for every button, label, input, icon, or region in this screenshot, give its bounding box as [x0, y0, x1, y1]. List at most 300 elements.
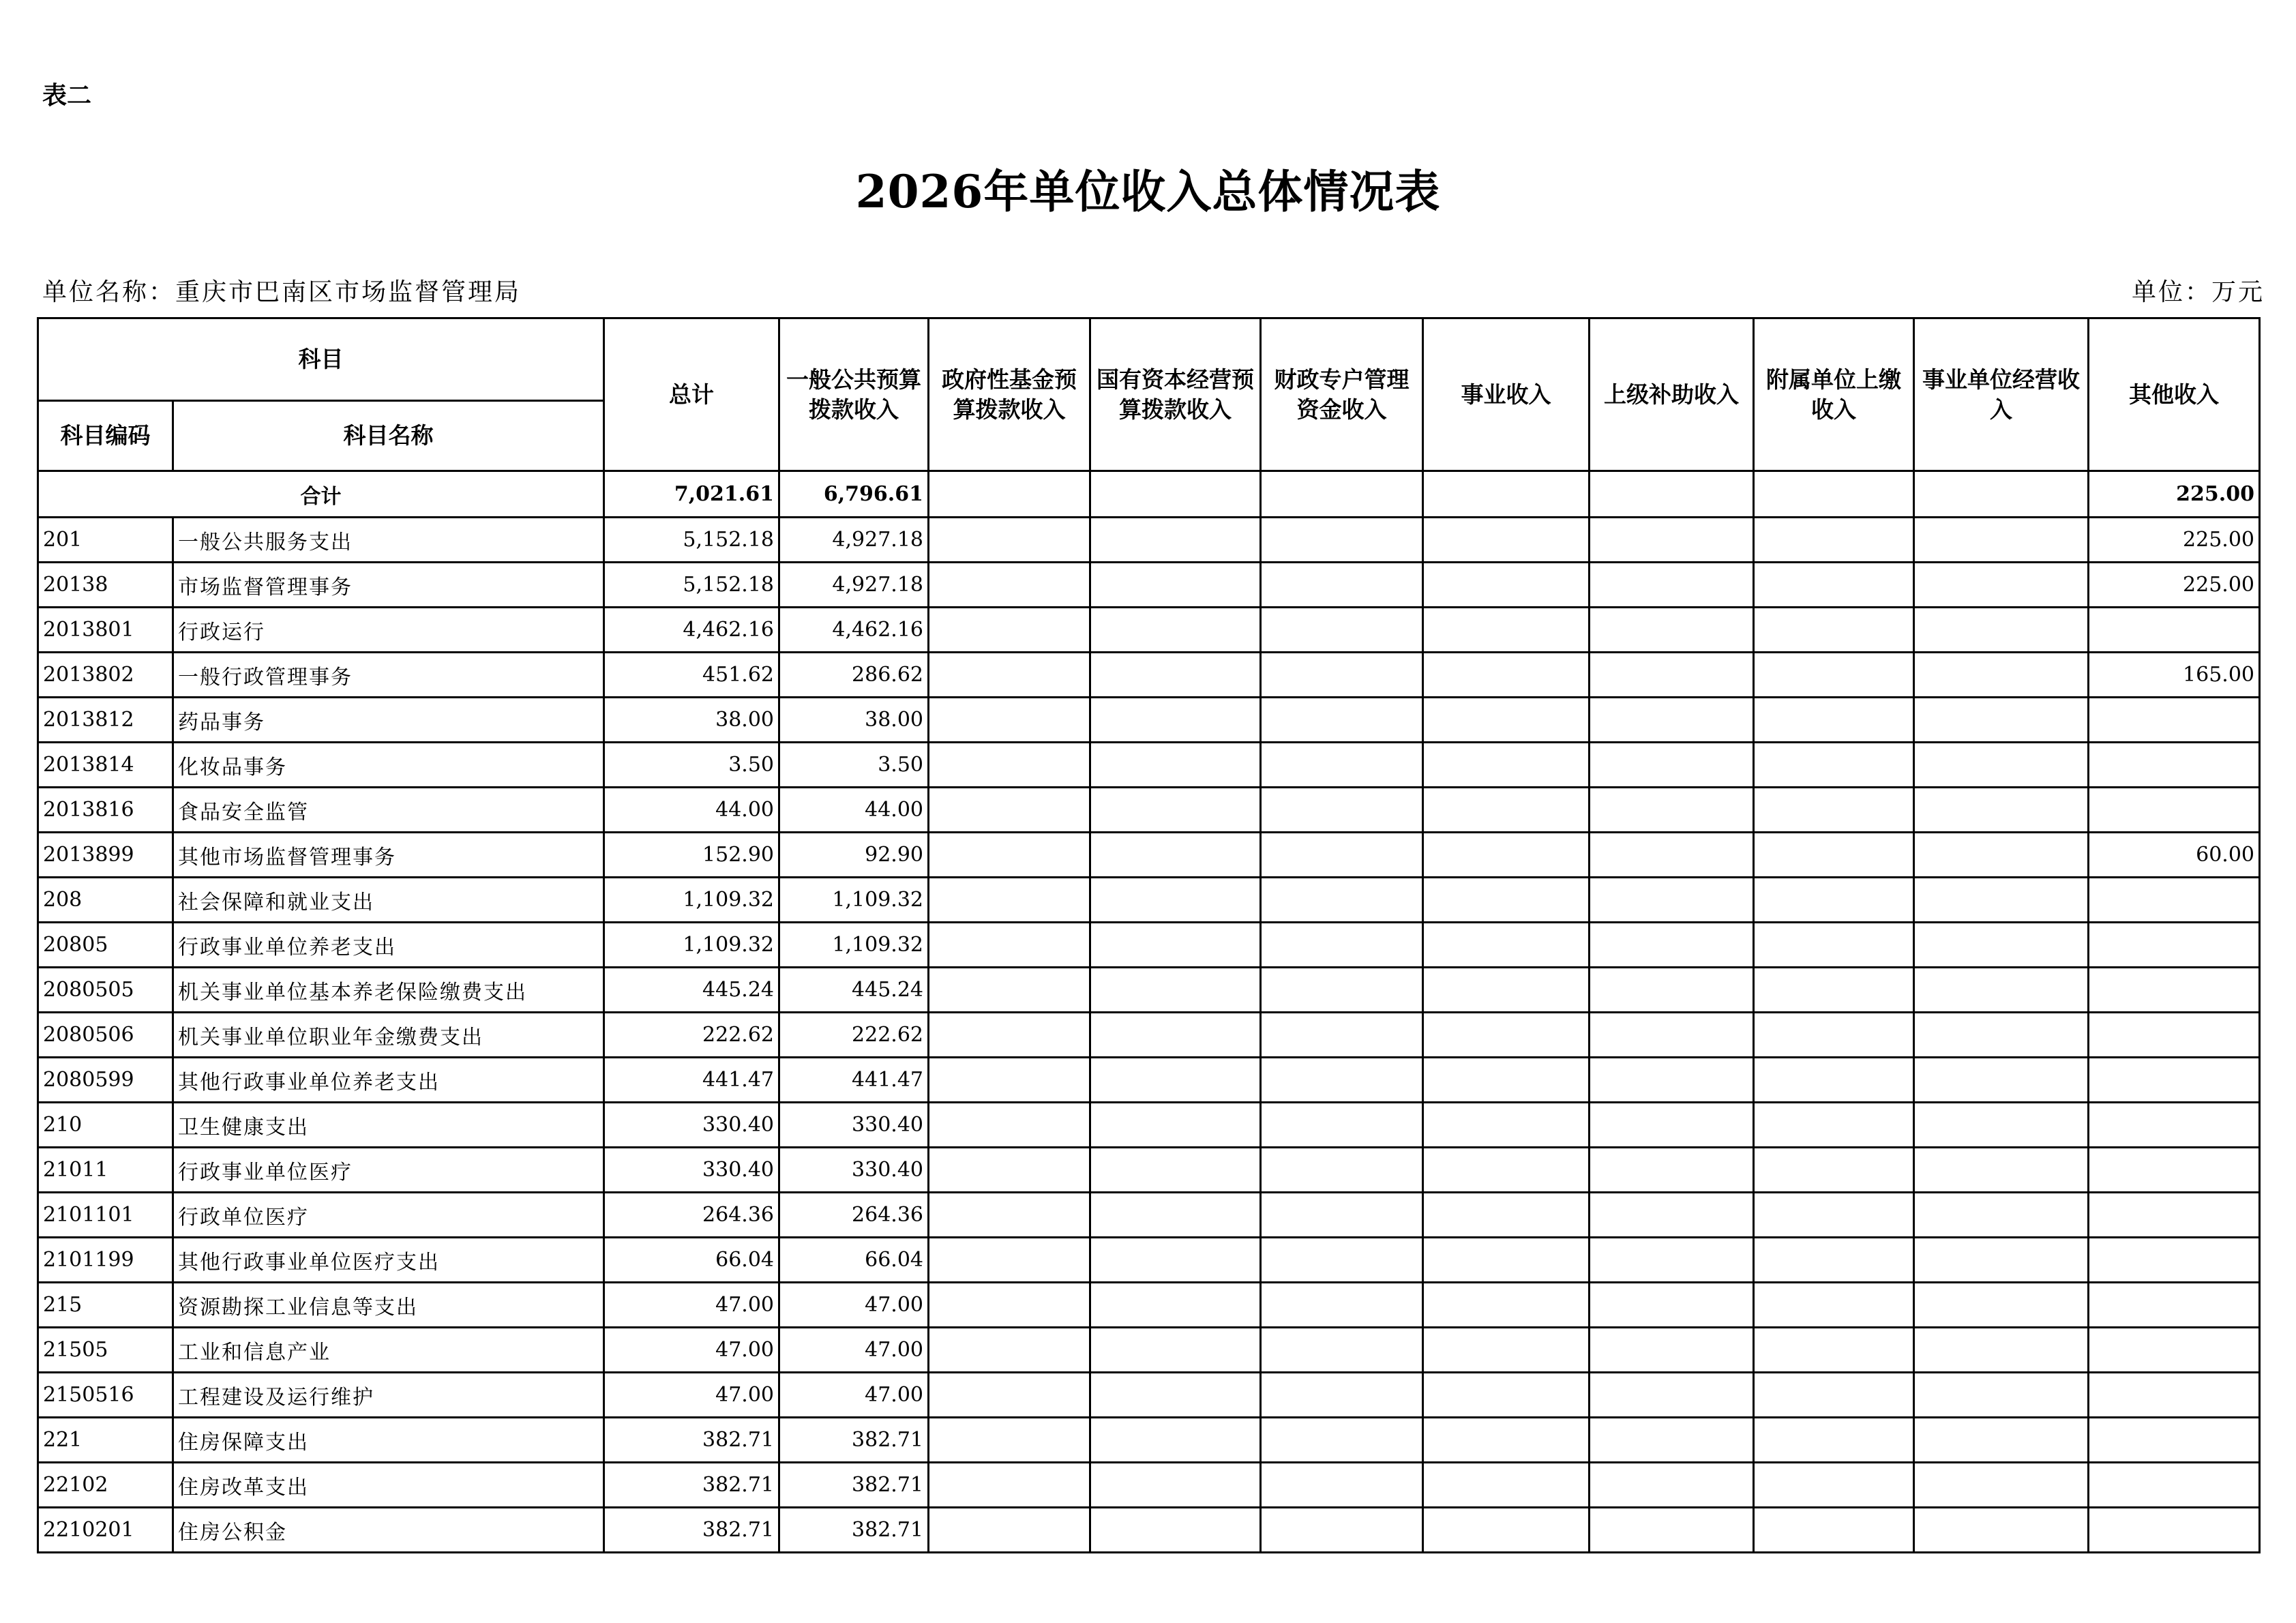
empty-cell [1090, 833, 1261, 878]
subject-name-cell: 资源勘探工业信息等支出 [173, 1283, 604, 1328]
empty-cell [1261, 563, 1423, 608]
empty-cell [1754, 743, 1914, 788]
empty-cell [1590, 1148, 1754, 1193]
general-budget-cell: 286.62 [779, 653, 929, 698]
empty-cell [1423, 1418, 1590, 1463]
empty-cell [1423, 1238, 1590, 1283]
empty-cell [929, 1373, 1090, 1418]
empty-cell [1090, 1508, 1261, 1553]
empty-cell [1261, 788, 1423, 833]
total-cell: 451.62 [604, 653, 779, 698]
empty-cell [1423, 1148, 1590, 1193]
empty-cell [1914, 471, 2089, 518]
empty-cell [1914, 1148, 2089, 1193]
subject-name-cell: 药品事务 [173, 698, 604, 743]
subject-code-cell: 2013816 [38, 788, 173, 833]
table-row [38, 1373, 2260, 1418]
subject-name-cell: 食品安全监管 [173, 788, 604, 833]
header-gov-fund: 政府性基金预算拨款收入 [929, 318, 1090, 471]
empty-cell [929, 518, 1090, 563]
empty-cell [1754, 1148, 1914, 1193]
empty-cell [929, 1418, 1090, 1463]
empty-cell [1261, 1283, 1423, 1328]
other-income-cell [2089, 1193, 2260, 1238]
empty-cell [1914, 1508, 2089, 1553]
other-income-cell [2089, 743, 2260, 788]
empty-cell [1423, 1058, 1590, 1103]
other-income-cell [2089, 1418, 2260, 1463]
empty-cell [1261, 471, 1423, 518]
empty-cell [1754, 608, 1914, 653]
subject-name-cell: 一般行政管理事务 [173, 653, 604, 698]
subject-name-cell: 化妆品事务 [173, 743, 604, 788]
empty-cell [1090, 1148, 1261, 1193]
empty-cell [1090, 471, 1261, 518]
empty-cell [929, 1058, 1090, 1103]
empty-cell [1590, 878, 1754, 923]
total-cell: 441.47 [604, 1058, 779, 1103]
empty-cell [1423, 1193, 1590, 1238]
empty-cell [1914, 923, 2089, 968]
empty-cell [1090, 1283, 1261, 1328]
empty-cell [1090, 878, 1261, 923]
total-cell: 4,462.16 [604, 608, 779, 653]
total-cell: 382.71 [604, 1418, 779, 1463]
empty-cell [1914, 1418, 2089, 1463]
other-income-cell [2089, 1373, 2260, 1418]
table-row [38, 608, 2260, 653]
empty-cell [929, 1328, 1090, 1373]
empty-cell [1090, 1193, 1261, 1238]
other-income-cell: 225.00 [2089, 563, 2260, 608]
table-row [38, 563, 2260, 608]
total-cell: 330.40 [604, 1148, 779, 1193]
total-cell: 5,152.18 [604, 563, 779, 608]
empty-cell [1090, 968, 1261, 1013]
empty-cell [1754, 1013, 1914, 1058]
other-income-cell [2089, 1238, 2260, 1283]
subject-code-cell: 2080506 [38, 1013, 173, 1058]
empty-cell [1090, 698, 1261, 743]
empty-cell [1914, 563, 2089, 608]
empty-cell [1590, 1508, 1754, 1553]
total-cell: 152.90 [604, 833, 779, 878]
subject-code-cell: 2013814 [38, 743, 173, 788]
subject-name-cell: 住房改革支出 [173, 1463, 604, 1508]
subject-name-cell: 住房公积金 [173, 1508, 604, 1553]
subject-code-cell: 2150516 [38, 1373, 173, 1418]
general-budget-cell: 4,462.16 [779, 608, 929, 653]
subject-code-cell: 2013899 [38, 833, 173, 878]
empty-cell [1754, 1238, 1914, 1283]
subject-name-cell: 其他行政事业单位医疗支出 [173, 1238, 604, 1283]
empty-cell [1090, 1328, 1261, 1373]
empty-cell [929, 1193, 1090, 1238]
empty-cell [1590, 1103, 1754, 1148]
subject-code-cell: 2101101 [38, 1193, 173, 1238]
other-income-cell: 60.00 [2089, 833, 2260, 878]
header-operating-income: 事业单位经营收入 [1914, 318, 2089, 471]
general-budget-cell: 222.62 [779, 1013, 929, 1058]
total-cell: 47.00 [604, 1328, 779, 1373]
table-row [38, 1283, 2260, 1328]
total-cell: 5,152.18 [604, 518, 779, 563]
other-income-cell [2089, 1058, 2260, 1103]
empty-cell [1914, 1103, 2089, 1148]
empty-cell [1914, 518, 2089, 563]
subject-name-cell: 市场监督管理事务 [173, 563, 604, 608]
table-row [38, 833, 2260, 878]
header-general-budget: 一般公共预算拨款收入 [779, 318, 929, 471]
general-budget-cell: 441.47 [779, 1058, 929, 1103]
empty-cell [1914, 743, 2089, 788]
subject-name-cell: 其他行政事业单位养老支出 [173, 1058, 604, 1103]
empty-cell [1261, 923, 1423, 968]
table-row [38, 1328, 2260, 1373]
subject-code-cell: 201 [38, 518, 173, 563]
empty-cell [1423, 1508, 1590, 1553]
empty-cell [1590, 833, 1754, 878]
general-budget-cell: 382.71 [779, 1463, 929, 1508]
table-row [38, 1058, 2260, 1103]
empty-cell [1754, 1058, 1914, 1103]
empty-cell [1261, 1013, 1423, 1058]
header-business-income: 事业收入 [1423, 318, 1590, 471]
subject-code-cell: 221 [38, 1418, 173, 1463]
subject-code-cell: 2013802 [38, 653, 173, 698]
table-row [38, 923, 2260, 968]
empty-cell [1754, 653, 1914, 698]
empty-cell [1090, 653, 1261, 698]
empty-cell [1754, 1463, 1914, 1508]
empty-cell [929, 1103, 1090, 1148]
subject-name-cell: 行政运行 [173, 608, 604, 653]
subject-name-cell: 机关事业单位基本养老保险缴费支出 [173, 968, 604, 1013]
total-cell: 222.62 [604, 1013, 779, 1058]
empty-cell [1261, 878, 1423, 923]
table-row [38, 1463, 2260, 1508]
empty-cell [1754, 1373, 1914, 1418]
empty-cell [1914, 1373, 2089, 1418]
empty-cell [1914, 833, 2089, 878]
empty-cell [1754, 1418, 1914, 1463]
other-income-cell [2089, 1148, 2260, 1193]
empty-cell [929, 1013, 1090, 1058]
header-affiliated-income: 附属单位上缴收入 [1754, 318, 1914, 471]
total-cell: 3.50 [604, 743, 779, 788]
empty-cell [1261, 653, 1423, 698]
subject-code-cell: 20138 [38, 563, 173, 608]
general-budget-cell: 264.36 [779, 1193, 929, 1238]
table-row [38, 788, 2260, 833]
total-cell: 382.71 [604, 1463, 779, 1508]
subject-code-cell: 2080599 [38, 1058, 173, 1103]
other-income-cell [2089, 788, 2260, 833]
total-label: 合计 [38, 471, 604, 518]
empty-cell [929, 608, 1090, 653]
empty-cell [929, 923, 1090, 968]
empty-cell [1423, 1103, 1590, 1148]
empty-cell [1754, 698, 1914, 743]
subject-name-cell: 其他市场监督管理事务 [173, 833, 604, 878]
empty-cell [1914, 878, 2089, 923]
subject-name-cell: 卫生健康支出 [173, 1103, 604, 1148]
table-label: 表二 [42, 82, 92, 110]
table-row [38, 653, 2260, 698]
empty-cell [929, 653, 1090, 698]
page-title: 2026年单位收入总体情况表 [855, 165, 1441, 218]
subject-name-cell: 行政单位医疗 [173, 1193, 604, 1238]
subject-name-cell: 行政事业单位养老支出 [173, 923, 604, 968]
empty-cell [1090, 563, 1261, 608]
empty-cell [1914, 788, 2089, 833]
empty-cell [1590, 923, 1754, 968]
table-row [38, 1193, 2260, 1238]
empty-cell [1754, 878, 1914, 923]
table-row [38, 1508, 2260, 1553]
empty-cell [1261, 698, 1423, 743]
general-budget-cell: 1,109.32 [779, 923, 929, 968]
empty-cell [1754, 968, 1914, 1013]
empty-cell [1261, 1373, 1423, 1418]
subject-name-cell: 社会保障和就业支出 [173, 878, 604, 923]
header-other-income: 其他收入 [2089, 318, 2260, 471]
empty-cell [1754, 1508, 1914, 1553]
empty-cell [1261, 1463, 1423, 1508]
total-other: 225.00 [2089, 471, 2260, 518]
subject-code-cell: 2101199 [38, 1238, 173, 1283]
total-cell: 38.00 [604, 698, 779, 743]
empty-cell [1423, 1283, 1590, 1328]
empty-cell [1090, 1418, 1261, 1463]
empty-cell [1423, 653, 1590, 698]
subject-code-cell: 21505 [38, 1328, 173, 1373]
total-cell: 330.40 [604, 1103, 779, 1148]
empty-cell [1423, 1463, 1590, 1508]
table-row [38, 1418, 2260, 1463]
empty-cell [929, 833, 1090, 878]
header-subject-name: 科目名称 [173, 401, 604, 471]
empty-cell [1090, 788, 1261, 833]
empty-cell [1261, 1058, 1423, 1103]
empty-cell [1261, 1508, 1423, 1553]
empty-cell [1590, 743, 1754, 788]
empty-cell [1590, 471, 1754, 518]
table-row [38, 743, 2260, 788]
other-income-cell [2089, 1328, 2260, 1373]
subject-name-cell: 机关事业单位职业年金缴费支出 [173, 1013, 604, 1058]
subject-code-cell: 208 [38, 878, 173, 923]
total-general: 6,796.61 [779, 471, 929, 518]
empty-cell [1261, 1148, 1423, 1193]
empty-cell [1423, 788, 1590, 833]
total-cell: 264.36 [604, 1193, 779, 1238]
general-budget-cell: 445.24 [779, 968, 929, 1013]
empty-cell [1914, 1013, 2089, 1058]
empty-cell [1090, 1058, 1261, 1103]
header-superior-subsidy: 上级补助收入 [1590, 318, 1754, 471]
empty-cell [1590, 1463, 1754, 1508]
total-cell: 445.24 [604, 968, 779, 1013]
total-cell: 44.00 [604, 788, 779, 833]
subject-name-cell: 工程建设及运行维护 [173, 1373, 604, 1418]
empty-cell [1590, 653, 1754, 698]
empty-cell [1261, 1103, 1423, 1148]
general-budget-cell: 66.04 [779, 1238, 929, 1283]
empty-cell [1914, 698, 2089, 743]
empty-cell [929, 471, 1090, 518]
header-total: 总计 [604, 318, 779, 471]
general-budget-cell: 47.00 [779, 1283, 929, 1328]
header-subject-group: 科目 [38, 318, 604, 401]
table-row [38, 1013, 2260, 1058]
empty-cell [929, 1283, 1090, 1328]
empty-cell [1754, 1193, 1914, 1238]
empty-cell [1754, 1103, 1914, 1148]
other-income-cell [2089, 1283, 2260, 1328]
empty-cell [1423, 1013, 1590, 1058]
empty-cell [1590, 968, 1754, 1013]
other-income-cell [2089, 1103, 2260, 1148]
empty-cell [1590, 1058, 1754, 1103]
empty-cell [1914, 1328, 2089, 1373]
empty-cell [1590, 1283, 1754, 1328]
total-cell: 1,109.32 [604, 923, 779, 968]
empty-cell [1914, 1463, 2089, 1508]
subject-code-cell: 2080505 [38, 968, 173, 1013]
total-cell: 1,109.32 [604, 878, 779, 923]
general-budget-cell: 330.40 [779, 1103, 929, 1148]
empty-cell [1423, 608, 1590, 653]
other-income-cell [2089, 698, 2260, 743]
empty-cell [1423, 698, 1590, 743]
general-budget-cell: 3.50 [779, 743, 929, 788]
empty-cell [929, 743, 1090, 788]
empty-cell [1590, 1013, 1754, 1058]
empty-cell [1090, 1013, 1261, 1058]
header-subject-code: 科目编码 [38, 401, 173, 471]
empty-cell [1754, 1283, 1914, 1328]
subject-code-cell: 210 [38, 1103, 173, 1148]
empty-cell [929, 563, 1090, 608]
empty-cell [1590, 1193, 1754, 1238]
empty-cell [929, 788, 1090, 833]
empty-cell [1090, 1373, 1261, 1418]
empty-cell [1423, 1328, 1590, 1373]
total-cell: 66.04 [604, 1238, 779, 1283]
empty-cell [1090, 1103, 1261, 1148]
subject-name-cell: 一般公共服务支出 [173, 518, 604, 563]
empty-cell [1090, 608, 1261, 653]
table-row [38, 878, 2260, 923]
general-budget-cell: 4,927.18 [779, 518, 929, 563]
empty-cell [1590, 788, 1754, 833]
empty-cell [1090, 1463, 1261, 1508]
other-income-cell [2089, 608, 2260, 653]
empty-cell [1423, 518, 1590, 563]
empty-cell [1914, 1058, 2089, 1103]
subject-name-cell: 工业和信息产业 [173, 1328, 604, 1373]
empty-cell [1423, 471, 1590, 518]
empty-cell [1090, 743, 1261, 788]
general-budget-cell: 47.00 [779, 1328, 929, 1373]
empty-cell [1590, 1373, 1754, 1418]
other-income-cell [2089, 1508, 2260, 1553]
empty-cell [1590, 608, 1754, 653]
empty-cell [929, 1148, 1090, 1193]
empty-cell [1423, 968, 1590, 1013]
table-row [38, 968, 2260, 1013]
header-special-account: 财政专户管理资金收入 [1261, 318, 1423, 471]
general-budget-cell: 47.00 [779, 1373, 929, 1418]
subject-code-cell: 21011 [38, 1148, 173, 1193]
other-income-cell [2089, 923, 2260, 968]
table-row [38, 698, 2260, 743]
empty-cell [1261, 608, 1423, 653]
income-table [37, 317, 2261, 1553]
empty-cell [1423, 878, 1590, 923]
subject-code-cell: 2210201 [38, 1508, 173, 1553]
empty-cell [1261, 968, 1423, 1013]
empty-cell [1090, 518, 1261, 563]
empty-cell [929, 1238, 1090, 1283]
empty-cell [1754, 923, 1914, 968]
empty-cell [1261, 1238, 1423, 1283]
empty-cell [1914, 1193, 2089, 1238]
empty-cell [1754, 833, 1914, 878]
total-sum: 7,021.61 [604, 471, 779, 518]
general-budget-cell: 330.40 [779, 1148, 929, 1193]
empty-cell [1914, 1238, 2089, 1283]
empty-cell [1590, 1238, 1754, 1283]
empty-cell [1090, 923, 1261, 968]
other-income-cell: 225.00 [2089, 518, 2260, 563]
subject-name-cell: 住房保障支出 [173, 1418, 604, 1463]
empty-cell [1590, 518, 1754, 563]
empty-cell [1261, 518, 1423, 563]
empty-cell [1261, 1418, 1423, 1463]
empty-cell [1914, 608, 2089, 653]
empty-cell [1590, 563, 1754, 608]
other-income-cell [2089, 878, 2260, 923]
empty-cell [1423, 1373, 1590, 1418]
empty-cell [1754, 471, 1914, 518]
unit-label: 单位：万元 [2131, 278, 2265, 306]
total-cell: 47.00 [604, 1373, 779, 1418]
empty-cell [1423, 743, 1590, 788]
table-row [38, 1103, 2260, 1148]
empty-cell [1754, 1328, 1914, 1373]
empty-cell [1914, 968, 2089, 1013]
total-row [38, 471, 2260, 518]
subject-code-cell: 20805 [38, 923, 173, 968]
empty-cell [1423, 563, 1590, 608]
empty-cell [1590, 1418, 1754, 1463]
subject-code-cell: 2013801 [38, 608, 173, 653]
table-row [38, 1148, 2260, 1193]
general-budget-cell: 1,109.32 [779, 878, 929, 923]
subject-code-cell: 215 [38, 1283, 173, 1328]
subject-code-cell: 22102 [38, 1463, 173, 1508]
unit-name: 单位名称：重庆市巴南区市场监督管理局 [42, 278, 522, 306]
empty-cell [929, 968, 1090, 1013]
general-budget-cell: 382.71 [779, 1418, 929, 1463]
empty-cell [929, 1463, 1090, 1508]
other-income-cell [2089, 1463, 2260, 1508]
empty-cell [1423, 923, 1590, 968]
empty-cell [1914, 653, 2089, 698]
general-budget-cell: 382.71 [779, 1508, 929, 1553]
